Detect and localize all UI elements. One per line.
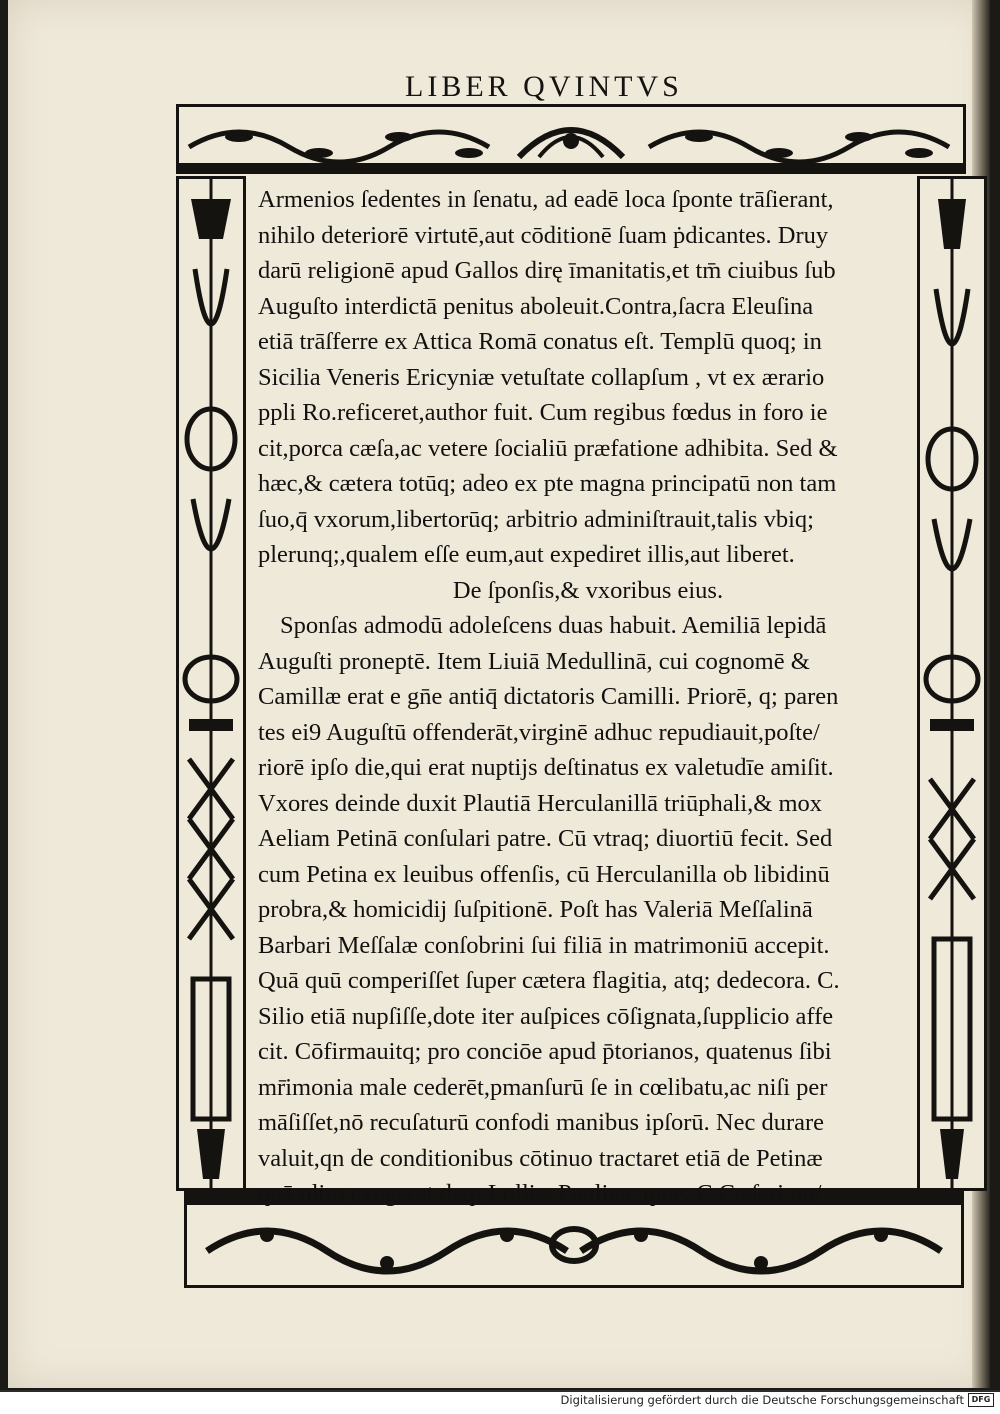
text-line: Barbari Meſſalæ conſobrini ſui filiā in matrimoniū accepit.: [258, 931, 830, 959]
text-line: Camillæ erat e gn̄e antiq̄ dictatoris Camilli. Priorē, q; paren: [258, 683, 839, 710]
text-line: nihilo deteriorē virtutē,aut cōditionē ſuam ṗdicantes. Druy: [258, 221, 829, 249]
text-line: Armenios ſedentes in ſenatu, ad eadē loca ſponte trāſierant,: [258, 186, 834, 213]
text-line: Sponſas admodū adoleſcens duas habuit. Aemiliā lepidā: [280, 612, 827, 639]
text-line: Quā quū comperiſſet ſuper cætera flagitia, atq; dedecora. C.: [258, 967, 840, 994]
text-line: ppli Ro.reficeret,author fuit. Cum regibus fœdus in foro ie: [258, 399, 828, 426]
text-line: māſiſſet,nō recuſaturū confodi manibus ipſorū. Nec durare: [258, 1109, 825, 1136]
text-line: Auguſto interdictā penitus aboleuit.Contra,ſacra Eleuſina: [258, 292, 814, 320]
right-pillar-ornament: [920, 179, 984, 1188]
text-line: cit,porca cæſa,ac vetere ſocialiū præfatione adhibita. Sed &: [258, 434, 838, 462]
running-head: LIBER QVINTVS: [405, 70, 683, 103]
woodcut-right-pillar: [917, 176, 987, 1191]
text-line: cit. Cōfirmauitq; pro conciōe apud p̄torianos, quatenus ſibi: [258, 1038, 832, 1065]
text-line: darū religionē apud Gallos dirę īmanitatis,et tm̄ ciuibus ſub: [258, 257, 836, 284]
text-line: quā olim exegerat,deq; Lolliæ Paulinæ,quæ. C.Cæſari nu/: [258, 1180, 822, 1207]
left-pillar-ornament: [179, 179, 243, 1188]
text-line: mr̄imonia male cederēt,pmanſurū ſe in cœlibatu,ac niſi per: [258, 1073, 828, 1101]
main-text-block: [258, 182, 918, 1207]
text-line: probra,& homicidij ſuſpitionē. Poſt has Valeriā Meſſalinā: [258, 896, 813, 923]
text-line: Auguſti proneptē. Item Liuiā Medullinā, cui cognomē &: [258, 647, 810, 675]
text-line: hæc,& cætera totūq; adeo ex pte magna principatū non tam: [258, 470, 837, 497]
text-line: plerunq;,qualem eſſe eum,aut expediret illis,aut liberet.: [258, 541, 795, 568]
section-heading: De ſponſis,& vxoribus eius.: [452, 576, 724, 604]
text-line: etiā trāſferre ex Attica Romā conatus eſt. Templū quoq; in: [258, 328, 822, 355]
text-line: Vxores deinde duxit Plautiā Herculanillā triūphali,& mox: [258, 789, 823, 817]
dfg-logo: DFG: [968, 1393, 994, 1407]
digitization-credit: Digitalisierung gefördert durch die Deutsche Forschungsgemeinschaft: [560, 1393, 964, 1407]
text-line: Aeliam Petinā conſulari patre. Cū vtraq; diuortiū fecit. Sed: [258, 825, 833, 852]
text-line: riorē ipſo die,qui erat nuptijs deſtinatus ex valetudīe amiſit.: [258, 754, 834, 781]
top-border-ornament: [179, 107, 963, 171]
woodcut-top-border: [176, 104, 966, 174]
text-line: Sicilia Veneris Ericyniæ vetuſtate collapſum , vt ex ærario: [258, 363, 825, 391]
text-line: tes ei9 Auguſtū offenderāt,virginē adhuc repudiauit,poſte/: [258, 718, 820, 746]
text-line: ſuo,q̄ vxorum,libertorūq; arbitrio adminiſtrauit,talis vbiq;: [258, 505, 814, 533]
text-line: cum Petina ex leuibus offenſis, cū Herculanilla ob libidinū: [258, 860, 830, 888]
text-line: Silio etiā nupſiſſe,dote iter auſpices cōſignata,ſupplicio affe: [258, 1002, 834, 1030]
text-line: valuit,qn de conditionibus cōtinuo tractaret etiā de Petinæ: [258, 1144, 823, 1172]
woodcut-left-pillar: [176, 176, 246, 1191]
